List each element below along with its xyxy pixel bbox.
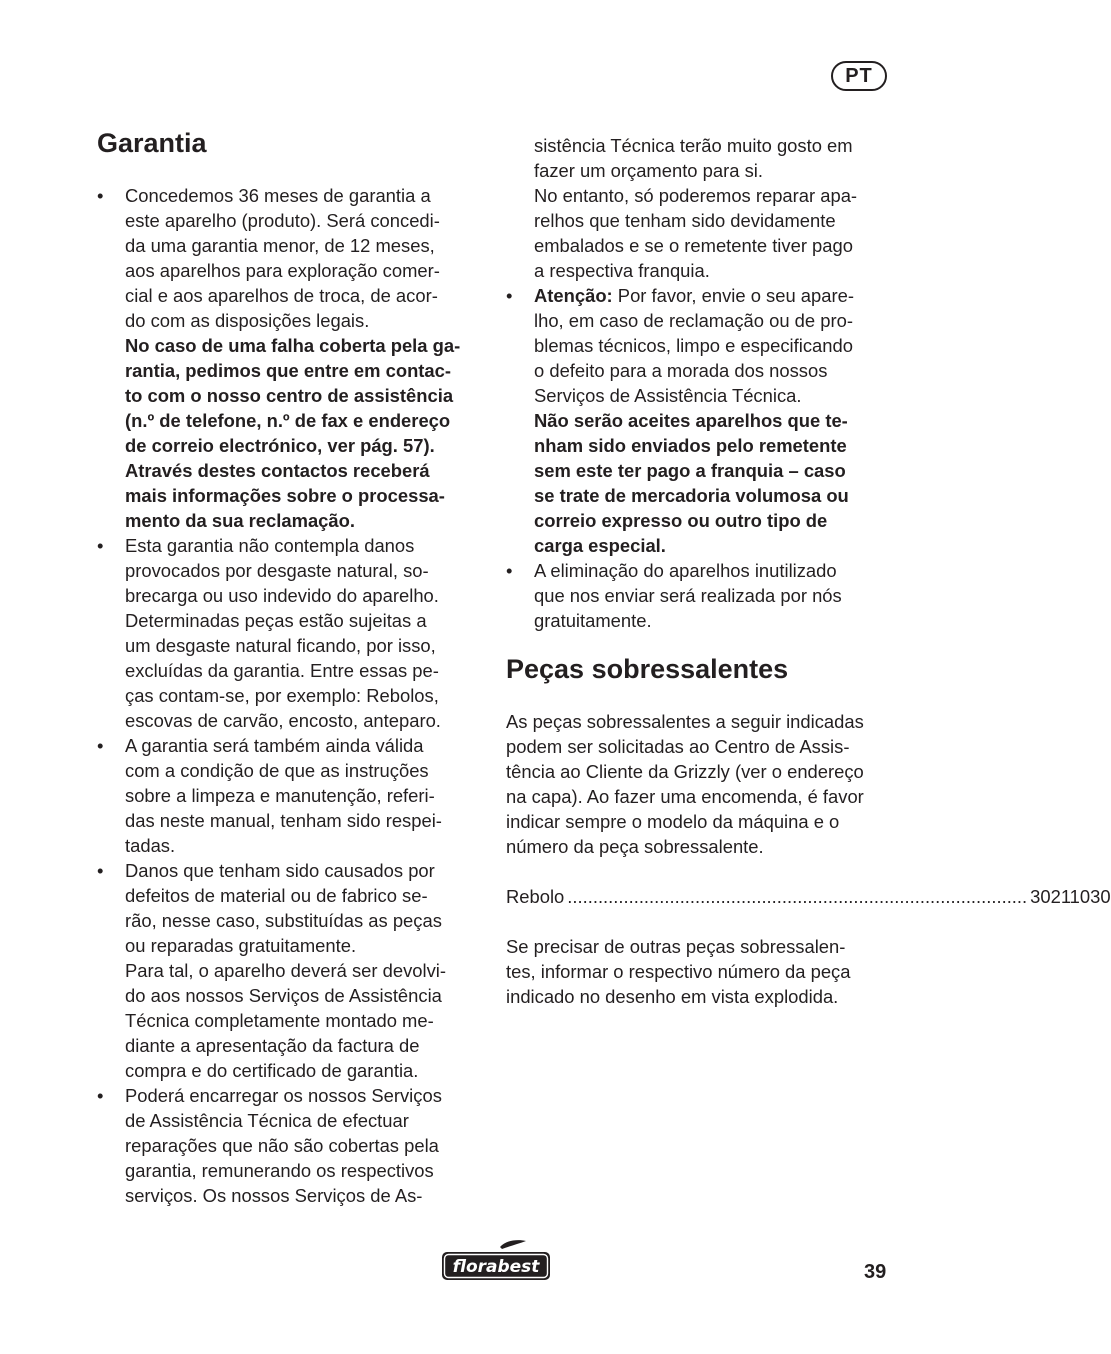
florabest-logo bbox=[440, 1239, 552, 1285]
text-line: número da peça sobressalente. bbox=[506, 836, 764, 857]
text-line: ças contam-se, por exemplo: Rebolos, bbox=[125, 685, 439, 706]
list-item bbox=[506, 283, 896, 558]
text-line: mais informações sobre o processa- bbox=[125, 485, 445, 506]
list-item bbox=[506, 133, 896, 283]
text-line: lho, em caso de reclamação ou de pro- bbox=[534, 310, 853, 331]
text-line: compra e do certificado de garantia. bbox=[125, 1060, 419, 1081]
text-line: o defeito para a morada dos nossos bbox=[534, 360, 828, 381]
text-line: diante a apresentação da factura de bbox=[125, 1035, 420, 1056]
text-line: (n.º de telefone, n.º de fax e endereço bbox=[125, 410, 451, 431]
text-line: sistência Técnica terão muito gosto em bbox=[534, 135, 853, 156]
text-line: Concedemos 36 meses de garantia a bbox=[125, 185, 431, 206]
section-title-pecas: Peças sobressalentes bbox=[506, 654, 789, 684]
logo-leaf-icon bbox=[500, 1240, 526, 1249]
pecas-intro-paragraph bbox=[506, 709, 896, 859]
text-line: brecarga ou uso indevido do aparelho. bbox=[125, 585, 439, 606]
list-item bbox=[97, 183, 487, 533]
text-line: de correio electrónico, ver pág. 57). bbox=[125, 435, 435, 456]
text-line: escovas de carvão, encosto, anteparo. bbox=[125, 710, 441, 731]
text-line: de Assistência Técnica de efectuar bbox=[125, 1110, 409, 1131]
text-line: indicar sempre o modelo da máquina e o bbox=[506, 811, 840, 832]
bullet-icon: • bbox=[506, 560, 513, 581]
text-line: A eliminação do aparelhos inutilizado bbox=[534, 560, 837, 581]
text-line: Poderá encarregar os nossos Serviços bbox=[125, 1085, 442, 1106]
text-line: se trate de mercadoria volumosa ou bbox=[534, 485, 849, 506]
leader-dots: .......................................................................................... bbox=[567, 886, 1028, 907]
text-line: embalados e se o remetente tiver pago bbox=[534, 235, 853, 256]
bullet-icon: • bbox=[97, 185, 104, 206]
bullet-icon: • bbox=[97, 535, 104, 556]
text-line: correio expresso ou outro tipo de bbox=[534, 510, 828, 531]
text-line: defeitos de material ou de fabrico se- bbox=[125, 885, 428, 906]
text-run: Por favor, envie o seu apare- bbox=[612, 285, 854, 306]
text-line: excluídas da garantia. Entre essas pe- bbox=[125, 660, 439, 681]
spare-part-name: Rebolo bbox=[506, 886, 565, 907]
list-item bbox=[97, 1083, 487, 1208]
text-line: nham sido enviados pelo remetente bbox=[534, 435, 847, 456]
list-item bbox=[97, 533, 487, 733]
text-line: As peças sobressalentes a seguir indicadas bbox=[506, 711, 864, 732]
section-title-garantia: Garantia bbox=[97, 128, 207, 158]
text-line: rantia, pedimos que entre em contac- bbox=[125, 360, 452, 381]
text-line: tência ao Cliente da Grizzly (ver o endereço bbox=[506, 761, 864, 782]
text-line: Serviços de Assistência Técnica. bbox=[534, 385, 802, 406]
text-line: fazer um orçamento para si. bbox=[534, 160, 763, 181]
text-line: rão, nesse caso, substituídas as peças bbox=[125, 910, 442, 931]
language-badge: PT bbox=[831, 61, 887, 91]
text-line: com a condição de que as instruções bbox=[125, 760, 429, 781]
text-line: cial e aos aparelhos de troca, de acor- bbox=[125, 285, 438, 306]
logo-text: florabest bbox=[452, 1257, 540, 1277]
pecas-outro-paragraph bbox=[506, 934, 896, 1009]
text-line: Técnica completamente montado me- bbox=[125, 1010, 434, 1031]
text-line: Danos que tenham sido causados por bbox=[125, 860, 435, 881]
text-line: provocados por desgaste natural, so- bbox=[125, 560, 429, 581]
bullet-icon: • bbox=[506, 285, 513, 306]
text-line: do com as disposições legais. bbox=[125, 310, 370, 331]
list-item bbox=[97, 858, 487, 1083]
text-line: Determinadas peças estão sujeitas a bbox=[125, 610, 427, 631]
lead-label: Atenção: bbox=[534, 285, 613, 306]
page-number: 39 bbox=[864, 1261, 887, 1283]
text-line: Não serão aceites aparelhos que te- bbox=[534, 410, 848, 431]
text-line: podem ser solicitadas ao Centro de Assis- bbox=[506, 736, 850, 757]
garantia-list-continued bbox=[506, 133, 896, 633]
text-line: relhos que tenham sido devidamente bbox=[534, 210, 836, 231]
text-line: este aparelho (produto). Será concedi- bbox=[125, 210, 440, 231]
list-item bbox=[506, 558, 896, 633]
text-line: um desgaste natural ficando, por isso, bbox=[125, 635, 436, 656]
text-line: Através destes contactos receberá bbox=[125, 460, 430, 481]
text-line: to com o nosso centro de assistência bbox=[125, 385, 454, 406]
bullet-icon: • bbox=[97, 735, 104, 756]
text-line: da uma garantia menor, de 12 meses, bbox=[125, 235, 435, 256]
text-line bbox=[534, 283, 896, 308]
text-line: sobre a limpeza e manutenção, referi- bbox=[125, 785, 435, 806]
text-line: No caso de uma falha coberta pela ga- bbox=[125, 335, 461, 356]
text-line: serviços. Os nossos Serviços de As- bbox=[125, 1185, 423, 1206]
text-line: carga especial. bbox=[534, 535, 666, 556]
text-line: tes, informar o respectivo número da peça bbox=[506, 961, 851, 982]
bullet-icon: • bbox=[97, 860, 104, 881]
garantia-list bbox=[97, 183, 487, 1208]
text-line: Para tal, o aparelho deverá ser devolvi- bbox=[125, 960, 446, 981]
text-line: a respectiva franquia. bbox=[534, 260, 710, 281]
text-line: mento da sua reclamação. bbox=[125, 510, 355, 531]
text-line: Se precisar de outras peças sobressalen- bbox=[506, 936, 846, 957]
text-line: na capa). Ao fazer uma encomenda, é favor bbox=[506, 786, 864, 807]
text-line: gratuitamente. bbox=[534, 610, 652, 631]
text-line: indicado no desenho em vista explodida. bbox=[506, 986, 839, 1007]
text-line: reparações que não são cobertas pela bbox=[125, 1135, 439, 1156]
text-line: aos aparelhos para exploração comer- bbox=[125, 260, 440, 281]
text-line: A garantia será também ainda válida bbox=[125, 735, 424, 756]
text-line: que nos enviar será realizada por nós bbox=[534, 585, 842, 606]
text-line: das neste manual, tenham sido respei- bbox=[125, 810, 442, 831]
text-line: ou reparadas gratuitamente. bbox=[125, 935, 357, 956]
text-line: sem este ter pago a franquia – caso bbox=[534, 460, 846, 481]
text-line: do aos nossos Serviços de Assistência bbox=[125, 985, 442, 1006]
bullet-icon: • bbox=[97, 1085, 104, 1106]
text-line: garantia, remunerando os respectivos bbox=[125, 1160, 434, 1181]
spare-part-number: 30211030 bbox=[1030, 886, 1111, 907]
spare-part-row bbox=[506, 884, 1111, 909]
text-line: blemas técnicos, limpo e especificando bbox=[534, 335, 853, 356]
list-item bbox=[97, 733, 487, 858]
text-line: No entanto, só poderemos reparar apa- bbox=[534, 185, 858, 206]
text-line: Esta garantia não contempla danos bbox=[125, 535, 415, 556]
text-line: tadas. bbox=[125, 835, 176, 856]
